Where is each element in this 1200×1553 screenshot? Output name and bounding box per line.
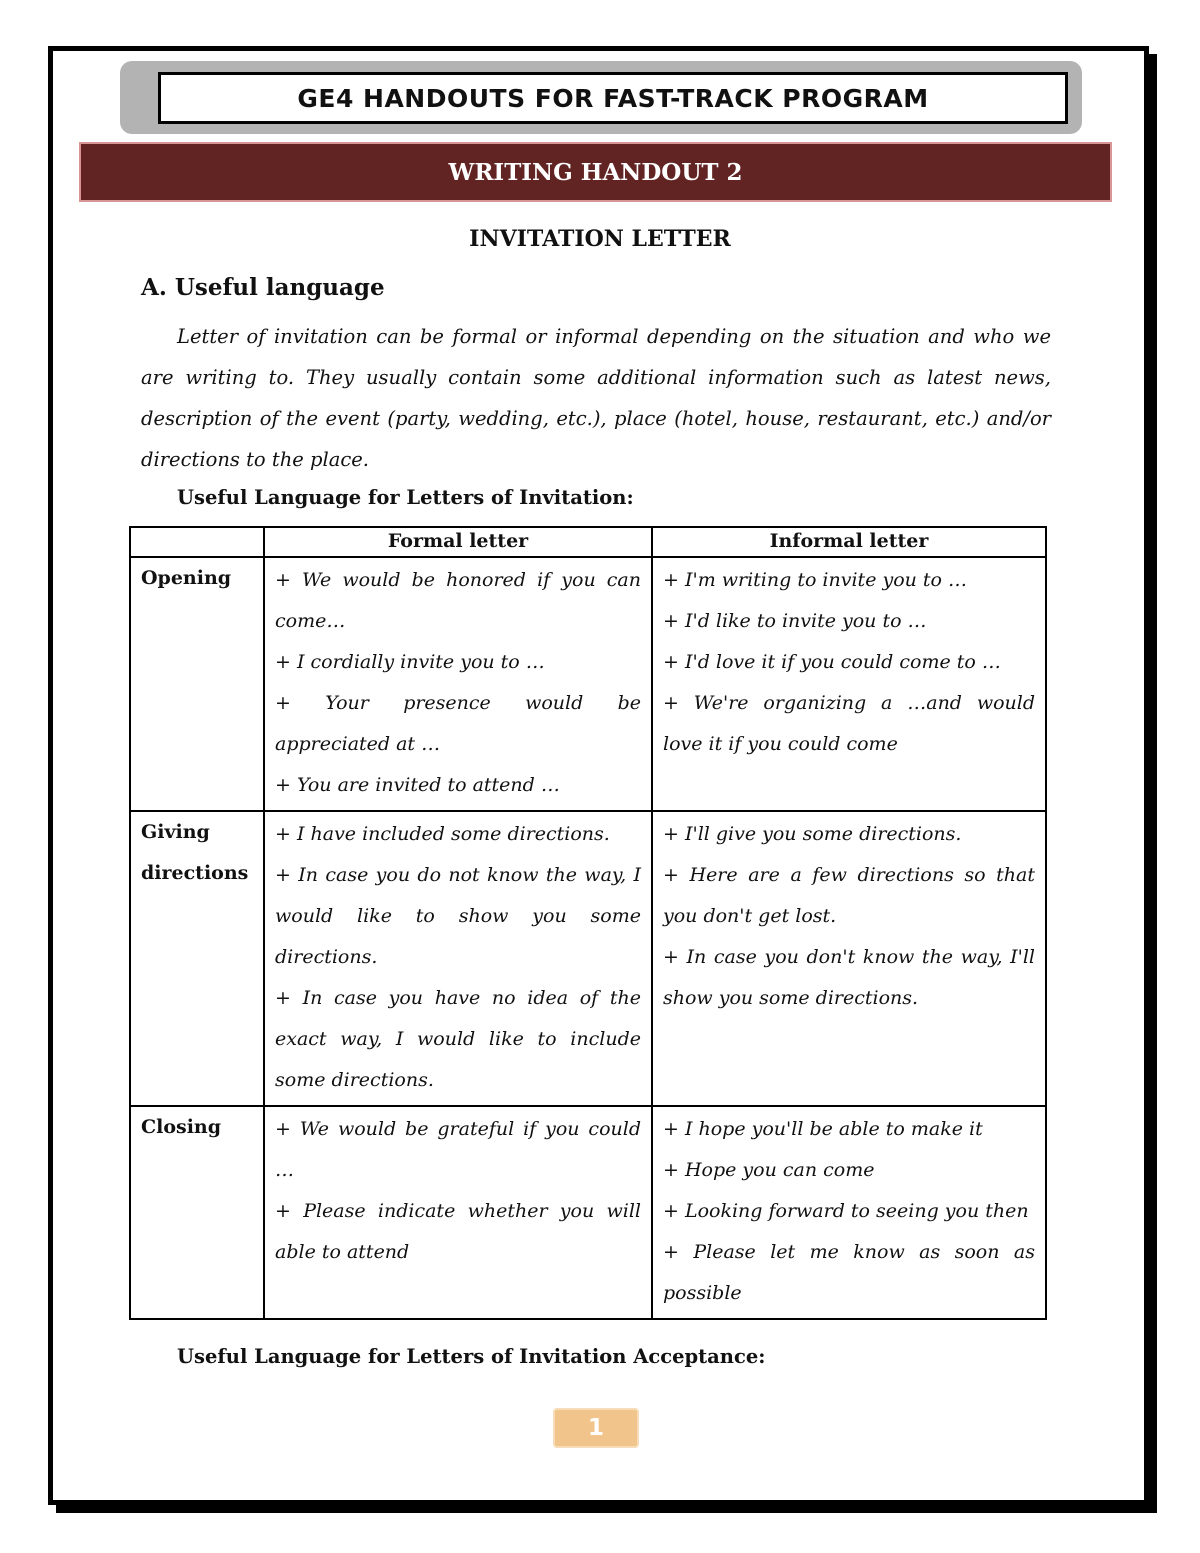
- phrase: + We would be grateful if you could …: [275, 1118, 641, 1181]
- phrase: + Please indicate whether you will able to attend: [275, 1200, 641, 1263]
- table-header-empty: [130, 527, 264, 557]
- row-label-closing: Closing: [130, 1106, 264, 1319]
- invitation-language-subheading: Useful Language for Letters of Invitation:: [177, 486, 634, 509]
- phrase: + I'd love it if you could come to …: [663, 651, 1001, 673]
- phrase: + I cordially invite you to …: [275, 651, 545, 673]
- phrase: + We're organizing a …and would love it if you could come: [663, 692, 1035, 755]
- table-row-directions: [130, 811, 1046, 1106]
- intro-paragraph: Letter of invitation can be formal or informal depending on the situation and who we are writing to. They usually contain some additional information such as latest news, description of the event (party, wedding, etc.), place (hotel, house, restaurant, etc.) and/or directions to the place.: [141, 325, 1051, 471]
- phrase: + Your presence would be appreciated at …: [275, 692, 641, 755]
- handout-label: WRITING HANDOUT 2: [79, 142, 1112, 202]
- informal-cell-directions: [652, 811, 1046, 1106]
- phrase: + In case you don't know the way, I'll show you some directions.: [663, 946, 1035, 1009]
- phrase: + You are invited to attend …: [275, 774, 560, 796]
- row-label-directions: Giving directions: [130, 811, 264, 1106]
- phrase: + I'd like to invite you to …: [663, 610, 927, 632]
- phrase: + I'll give you some directions.: [663, 823, 962, 845]
- phrase: + I have included some directions.: [275, 823, 610, 845]
- row-label-opening: Opening: [130, 557, 264, 811]
- table-row-opening: [130, 557, 1046, 811]
- table-header-informal: Informal letter: [652, 527, 1046, 557]
- section-a-heading: A. Useful language: [141, 274, 385, 301]
- phrase: + I hope you'll be able to make it: [663, 1118, 983, 1140]
- formal-cell-directions: [264, 811, 652, 1106]
- table-header-row: [130, 527, 1046, 557]
- informal-cell-opening: [652, 557, 1046, 811]
- table-row-closing: [130, 1106, 1046, 1319]
- document-title: INVITATION LETTER: [469, 226, 731, 252]
- formal-cell-opening: [264, 557, 652, 811]
- informal-cell-closing: [652, 1106, 1046, 1319]
- phrase: + In case you do not know the way, I would like to show you some directions.: [275, 864, 641, 968]
- phrase: + Looking forward to seeing you then: [663, 1200, 1029, 1222]
- phrase: + Hope you can come: [663, 1159, 875, 1181]
- page-number: 1: [553, 1408, 639, 1448]
- phrase: + In case you have no idea of the exact way, I would like to include some directions.: [275, 987, 641, 1091]
- program-title: GE4 HANDOUTS FOR FAST-TRACK PROGRAM: [158, 72, 1068, 124]
- table-header-formal: Formal letter: [264, 527, 652, 557]
- phrase: + Please let me know as soon as possible: [663, 1241, 1035, 1304]
- phrase: + We would be honored if you can come…: [275, 569, 641, 632]
- formal-cell-closing: [264, 1106, 652, 1319]
- useful-language-table: [129, 526, 1047, 1320]
- phrase: + I'm writing to invite you to …: [663, 569, 968, 591]
- phrase: + Here are a few directions so that you don't get lost.: [663, 864, 1035, 927]
- acceptance-language-subheading: Useful Language for Letters of Invitation Acceptance:: [177, 1345, 766, 1368]
